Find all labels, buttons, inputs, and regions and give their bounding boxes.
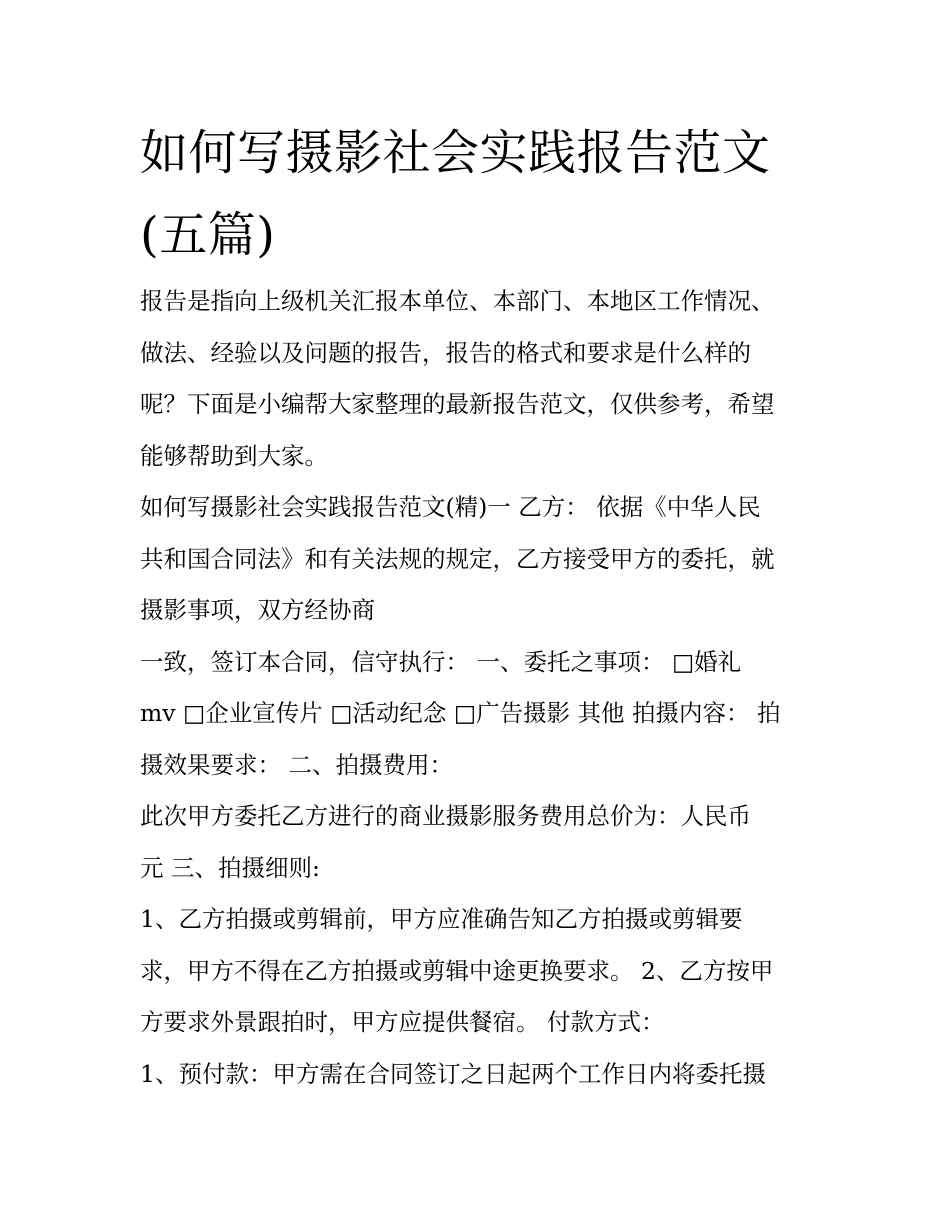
body-line-13: 1、乙方拍摄或剪辑前，甲方应准确告知乙方拍摄或剪辑要 [140,905,743,933]
document-body [140,276,830,1100]
body-line-9: mv □企业宣传片 □活动纪念 □广告摄影 其他 拍摄内容： 拍 [140,699,781,727]
body-line-2: 做法、经验以及问题的报告，报告的格式和要求是什么样的 [140,338,751,367]
body-line-4: 能够帮助到大家。 [140,441,328,470]
body-line-16: 1、预付款：甲方需在合同签订之日起两个工作日内将委托摄 [140,1059,766,1088]
title-line-2: (五篇) [140,207,276,263]
body-line-10: 摄效果要求： 二、拍摄费用： [140,750,453,779]
body-line-11: 此次甲方委托乙方进行的商业摄影服务费用总价为：人民币 [140,802,751,830]
page-title [140,112,840,276]
body-line-5: 如何写摄影社会实践报告范文(精)一 乙方： 依据《中华人民 [140,493,761,521]
body-line-15: 方要求外景跟拍时，甲方应提供餐宿。 付款方式： [140,1008,665,1036]
body-line-1: 报告是指向上级机关汇报本单位、本部门、本地区工作情况、 [140,287,775,315]
body-line-7: 摄影事项，双方经协商 [140,596,375,624]
body-line-12: 元 三、拍摄细则: [140,853,320,882]
title-line-1: 如何写摄影社会实践报告范文 [140,125,771,181]
body-line-8: 一致，签订本合同，信守执行： 一、委托之事项： □婚礼 [140,647,742,676]
body-line-14: 求，甲方不得在乙方拍摄或剪辑中途更换要求。 2、乙方按甲 [140,956,774,985]
body-line-3: 呢？下面是小编帮大家整理的最新报告范文，仅供参考，希望 [140,390,775,418]
body-line-6: 共和国合同法》和有关法规的规定，乙方接受甲方的委托，就 [140,544,775,573]
